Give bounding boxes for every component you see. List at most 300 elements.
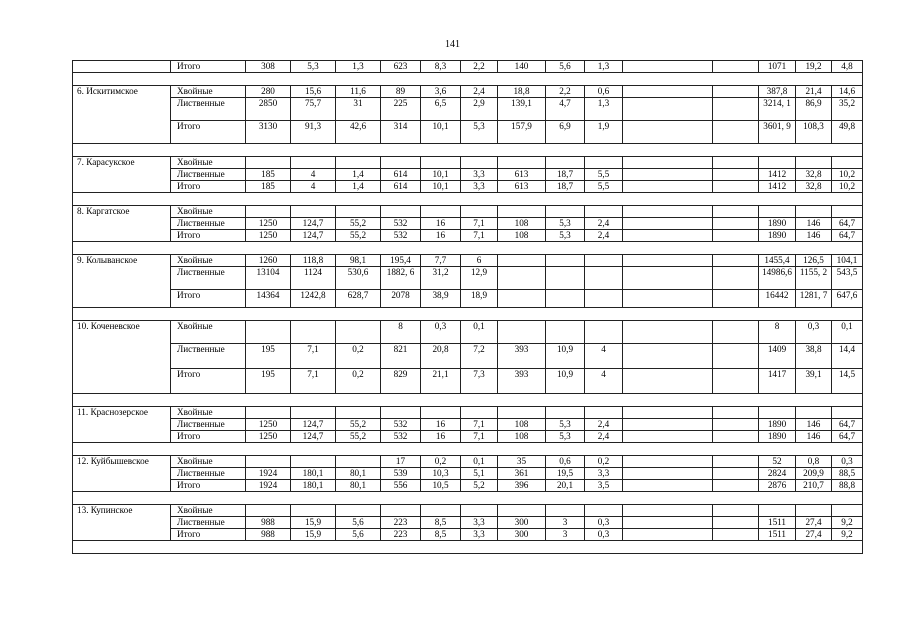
cell-value: 5,3 (291, 61, 336, 73)
table-row (73, 431, 863, 443)
table-row (73, 267, 863, 290)
cell-value (713, 157, 759, 169)
cell-value: 52 (759, 456, 796, 468)
forest-type: Лиственные (171, 344, 246, 369)
cell-value: 108 (498, 419, 546, 431)
district-name (73, 61, 171, 73)
cell-value: 8,5 (421, 529, 461, 541)
forest-type: Хвойные (171, 206, 246, 218)
cell-value: 614 (381, 181, 421, 193)
cell-value (623, 407, 713, 419)
cell-value: 55,2 (336, 431, 381, 443)
cell-value (246, 456, 291, 468)
cell-value: 195 (246, 344, 291, 369)
cell-value: 314 (381, 121, 421, 144)
cell-value (623, 431, 713, 443)
cell-value (291, 157, 336, 169)
cell-value: 146 (796, 230, 832, 242)
cell-value: 5,5 (585, 169, 623, 181)
cell-value: 1,9 (585, 121, 623, 144)
table-row (73, 517, 863, 529)
cell-value: 10,1 (421, 169, 461, 181)
separator-cell (73, 193, 863, 206)
cell-value (623, 206, 713, 218)
cell-value: 64,7 (832, 431, 863, 443)
cell-value: 35 (498, 456, 546, 468)
cell-value (623, 290, 713, 308)
cell-value: 1882, 6 (381, 267, 421, 290)
cell-value: 1924 (246, 480, 291, 492)
cell-value: 7,7 (421, 255, 461, 267)
cell-value: 12,9 (461, 267, 498, 290)
cell-value (623, 369, 713, 394)
cell-value (546, 505, 585, 517)
cell-value (498, 267, 546, 290)
cell-value (585, 267, 623, 290)
cell-value: 2,2 (461, 61, 498, 73)
table-row (73, 218, 863, 230)
cell-value (713, 86, 759, 98)
cell-value: 3,3 (461, 181, 498, 193)
cell-value: 185 (246, 169, 291, 181)
cell-value: 3 (546, 529, 585, 541)
cell-value (623, 255, 713, 267)
cell-value (713, 344, 759, 369)
cell-value: 8,3 (421, 61, 461, 73)
cell-value: 647,6 (832, 290, 863, 308)
forest-type: Хвойные (171, 86, 246, 98)
district-name: 11. Краснозерское (73, 407, 171, 443)
cell-value (246, 407, 291, 419)
cell-value: 1,4 (336, 169, 381, 181)
cell-value: 1890 (759, 431, 796, 443)
cell-value: 2,4 (585, 230, 623, 242)
cell-value (336, 157, 381, 169)
cell-value: 0,6 (546, 456, 585, 468)
cell-value: 9,2 (832, 517, 863, 529)
cell-value: 4 (291, 169, 336, 181)
cell-value (713, 290, 759, 308)
cell-value: 0,3 (796, 321, 832, 344)
forest-type: Итого (171, 529, 246, 541)
cell-value: 55,2 (336, 230, 381, 242)
cell-value: 108,3 (796, 121, 832, 144)
cell-value: 393 (498, 369, 546, 394)
cell-value: 5,5 (585, 181, 623, 193)
table-row (73, 407, 863, 419)
table-row (73, 169, 863, 181)
cell-value (623, 344, 713, 369)
cell-value: 300 (498, 529, 546, 541)
cell-value: 2,4 (585, 419, 623, 431)
cell-value (713, 529, 759, 541)
table-row (73, 86, 863, 98)
cell-value: 185 (246, 181, 291, 193)
cell-value (381, 407, 421, 419)
cell-value: 8,5 (421, 517, 461, 529)
cell-value: 16 (421, 431, 461, 443)
cell-value: 623 (381, 61, 421, 73)
cell-value: 532 (381, 419, 421, 431)
forest-type: Итого (171, 181, 246, 193)
cell-value (713, 267, 759, 290)
cell-value (796, 206, 832, 218)
cell-value: 32,8 (796, 181, 832, 193)
cell-value: 4 (585, 344, 623, 369)
cell-value: 2,4 (461, 86, 498, 98)
cell-value: 108 (498, 230, 546, 242)
forest-type: Хвойные (171, 505, 246, 517)
forest-type: Итого (171, 431, 246, 443)
cell-value: 139,1 (498, 98, 546, 121)
cell-value: 14,6 (832, 86, 863, 98)
district-name: 13. Купинское (73, 505, 171, 541)
cell-value: 0,3 (421, 321, 461, 344)
cell-value (291, 456, 336, 468)
cell-value (546, 321, 585, 344)
cell-value (713, 369, 759, 394)
cell-value (546, 206, 585, 218)
cell-value: 27,4 (796, 529, 832, 541)
cell-value: 16442 (759, 290, 796, 308)
cell-value (713, 218, 759, 230)
cell-value (623, 456, 713, 468)
cell-value (713, 468, 759, 480)
cell-value (498, 157, 546, 169)
cell-value: 14,4 (832, 344, 863, 369)
cell-value (713, 98, 759, 121)
separator-row (73, 73, 863, 86)
cell-value: 556 (381, 480, 421, 492)
cell-value: 7,1 (291, 369, 336, 394)
cell-value (291, 407, 336, 419)
cell-value: 396 (498, 480, 546, 492)
cell-value: 10,9 (546, 344, 585, 369)
cell-value (796, 407, 832, 419)
cell-value (832, 505, 863, 517)
cell-value (246, 206, 291, 218)
separator-row (73, 144, 863, 157)
forest-type: Хвойные (171, 157, 246, 169)
cell-value (713, 169, 759, 181)
cell-value: 15,9 (291, 529, 336, 541)
cell-value: 2,2 (546, 86, 585, 98)
cell-value: 126,5 (796, 255, 832, 267)
cell-value: 0,1 (461, 321, 498, 344)
cell-value: 1071 (759, 61, 796, 73)
separator-row (73, 492, 863, 505)
cell-value (585, 255, 623, 267)
cell-value: 0,2 (336, 344, 381, 369)
cell-value: 35,2 (832, 98, 863, 121)
cell-value: 3601, 9 (759, 121, 796, 144)
cell-value: 2078 (381, 290, 421, 308)
cell-value: 5,3 (546, 218, 585, 230)
cell-value (336, 456, 381, 468)
cell-value: 9,2 (832, 529, 863, 541)
cell-value (546, 157, 585, 169)
cell-value (246, 321, 291, 344)
cell-value (623, 505, 713, 517)
cell-value: 104,1 (832, 255, 863, 267)
cell-value: 988 (246, 517, 291, 529)
cell-value: 10,5 (421, 480, 461, 492)
cell-value: 1250 (246, 419, 291, 431)
cell-value (713, 230, 759, 242)
cell-value (759, 206, 796, 218)
cell-value: 55,2 (336, 419, 381, 431)
cell-value: 10,2 (832, 181, 863, 193)
cell-value: 5,3 (546, 431, 585, 443)
table-row (73, 529, 863, 541)
cell-value: 13104 (246, 267, 291, 290)
cell-value: 4,7 (546, 98, 585, 121)
cell-value (623, 181, 713, 193)
cell-value: 1924 (246, 468, 291, 480)
cell-value (381, 206, 421, 218)
cell-value: 31,2 (421, 267, 461, 290)
cell-value: 387,8 (759, 86, 796, 98)
cell-value (832, 407, 863, 419)
forest-type: Итого (171, 480, 246, 492)
cell-value: 10,1 (421, 121, 461, 144)
cell-value: 195 (246, 369, 291, 394)
cell-value: 4,8 (832, 61, 863, 73)
district-name: 9. Колыванское (73, 255, 171, 308)
cell-value (381, 505, 421, 517)
cell-value: 0,1 (832, 321, 863, 344)
cell-value (498, 206, 546, 218)
cell-value: 55,2 (336, 218, 381, 230)
cell-value: 15,9 (291, 517, 336, 529)
cell-value: 6,9 (546, 121, 585, 144)
cell-value: 140 (498, 61, 546, 73)
cell-value (623, 529, 713, 541)
cell-value: 3,3 (461, 529, 498, 541)
cell-value: 532 (381, 230, 421, 242)
cell-value: 821 (381, 344, 421, 369)
cell-value (713, 181, 759, 193)
cell-value (421, 157, 461, 169)
cell-value: 14986,6 (759, 267, 796, 290)
cell-value: 7,1 (291, 344, 336, 369)
cell-value: 10,9 (546, 369, 585, 394)
cell-value: 1409 (759, 344, 796, 369)
cell-value (713, 407, 759, 419)
table-row (73, 157, 863, 169)
cell-value: 14364 (246, 290, 291, 308)
cell-value: 19,5 (546, 468, 585, 480)
cell-value (585, 407, 623, 419)
cell-value: 20,1 (546, 480, 585, 492)
forest-type: Хвойные (171, 407, 246, 419)
cell-value (421, 505, 461, 517)
cell-value: 3 (546, 517, 585, 529)
cell-value (498, 321, 546, 344)
cell-value: 86,9 (796, 98, 832, 121)
cell-value: 5,6 (336, 517, 381, 529)
cell-value (498, 290, 546, 308)
cell-value: 1417 (759, 369, 796, 394)
forest-type: Хвойные (171, 321, 246, 344)
cell-value: 0,3 (832, 456, 863, 468)
cell-value (623, 121, 713, 144)
cell-value: 5,6 (546, 61, 585, 73)
separator-cell (73, 73, 863, 86)
cell-value: 2876 (759, 480, 796, 492)
cell-value: 80,1 (336, 468, 381, 480)
cell-value: 21,4 (796, 86, 832, 98)
table-row (73, 419, 863, 431)
cell-value: 1511 (759, 517, 796, 529)
cell-value: 124,7 (291, 431, 336, 443)
cell-value (585, 206, 623, 218)
cell-value: 146 (796, 431, 832, 443)
cell-value (585, 321, 623, 344)
cell-value: 0,2 (585, 456, 623, 468)
cell-value (713, 255, 759, 267)
cell-value: 829 (381, 369, 421, 394)
cell-value: 3214, 1 (759, 98, 796, 121)
forest-type: Лиственные (171, 267, 246, 290)
cell-value: 42,6 (336, 121, 381, 144)
cell-value (546, 290, 585, 308)
cell-value: 1412 (759, 181, 796, 193)
cell-value: 280 (246, 86, 291, 98)
cell-value: 0,3 (585, 517, 623, 529)
cell-value: 532 (381, 218, 421, 230)
cell-value (421, 407, 461, 419)
table-row (73, 480, 863, 492)
cell-value: 124,7 (291, 218, 336, 230)
cell-value (498, 255, 546, 267)
separator-cell (73, 308, 863, 321)
cell-value: 5,6 (336, 529, 381, 541)
separator-row (73, 541, 863, 554)
cell-value: 75,7 (291, 98, 336, 121)
cell-value: 14,5 (832, 369, 863, 394)
table-row (73, 344, 863, 369)
forest-type: Итого (171, 230, 246, 242)
cell-value: 32,8 (796, 169, 832, 181)
cell-value (291, 505, 336, 517)
table-row (73, 321, 863, 344)
cell-value: 16 (421, 419, 461, 431)
cell-value (246, 505, 291, 517)
cell-value: 1155, 2 (796, 267, 832, 290)
table-row (73, 505, 863, 517)
cell-value (713, 419, 759, 431)
cell-value: 1242,8 (291, 290, 336, 308)
cell-value: 3,6 (421, 86, 461, 98)
cell-value: 5,3 (546, 419, 585, 431)
cell-value: 7,2 (461, 344, 498, 369)
cell-value: 7,1 (461, 218, 498, 230)
cell-value (585, 157, 623, 169)
cell-value: 1,4 (336, 181, 381, 193)
cell-value: 1,3 (336, 61, 381, 73)
cell-value: 1511 (759, 529, 796, 541)
cell-value: 11,6 (336, 86, 381, 98)
cell-value: 38,8 (796, 344, 832, 369)
cell-value (585, 505, 623, 517)
cell-value: 7,1 (461, 419, 498, 431)
cell-value: 108 (498, 431, 546, 443)
forest-type: Итого (171, 121, 246, 144)
cell-value: 88,5 (832, 468, 863, 480)
cell-value (759, 157, 796, 169)
separator-cell (73, 242, 863, 255)
table-row (73, 456, 863, 468)
cell-value: 210,7 (796, 480, 832, 492)
cell-value (498, 407, 546, 419)
cell-value: 20,8 (421, 344, 461, 369)
cell-value (832, 206, 863, 218)
cell-value: 10,1 (421, 181, 461, 193)
cell-value: 2,4 (585, 218, 623, 230)
cell-value (832, 157, 863, 169)
cell-value: 8 (759, 321, 796, 344)
cell-value: 2,9 (461, 98, 498, 121)
cell-value: 530,6 (336, 267, 381, 290)
table-row (73, 290, 863, 308)
cell-value: 98,1 (336, 255, 381, 267)
cell-value: 3,3 (461, 517, 498, 529)
cell-value: 27,4 (796, 517, 832, 529)
cell-value: 2,4 (585, 431, 623, 443)
cell-value: 6 (461, 255, 498, 267)
table-row (73, 181, 863, 193)
cell-value: 18,8 (498, 86, 546, 98)
cell-value: 1250 (246, 230, 291, 242)
cell-value: 988 (246, 529, 291, 541)
forest-type: Хвойные (171, 255, 246, 267)
cell-value: 124,7 (291, 230, 336, 242)
cell-value: 0,2 (336, 369, 381, 394)
cell-value: 1,3 (585, 98, 623, 121)
cell-value: 4 (585, 369, 623, 394)
cell-value: 300 (498, 517, 546, 529)
forest-type: Лиственные (171, 98, 246, 121)
cell-value: 393 (498, 344, 546, 369)
cell-value: 223 (381, 517, 421, 529)
cell-value (759, 407, 796, 419)
cell-value (421, 206, 461, 218)
separator-row (73, 308, 863, 321)
district-name: 7. Карасукское (73, 157, 171, 193)
cell-value: 88,8 (832, 480, 863, 492)
forest-type: Лиственные (171, 517, 246, 529)
cell-value (546, 267, 585, 290)
cell-value (461, 505, 498, 517)
district-name: 12. Куйбышевское (73, 456, 171, 492)
table-row (73, 230, 863, 242)
cell-value: 225 (381, 98, 421, 121)
cell-value (461, 157, 498, 169)
cell-value: 532 (381, 431, 421, 443)
cell-value: 1,3 (585, 61, 623, 73)
cell-value: 146 (796, 419, 832, 431)
cell-value: 613 (498, 169, 546, 181)
district-name: 8. Каргатское (73, 206, 171, 242)
cell-value: 146 (796, 218, 832, 230)
cell-value (623, 468, 713, 480)
cell-value: 543,5 (832, 267, 863, 290)
page-number: 141 (445, 39, 460, 50)
district-name: 10. Коченевское (73, 321, 171, 394)
cell-value (498, 505, 546, 517)
forest-data-table (72, 60, 863, 554)
